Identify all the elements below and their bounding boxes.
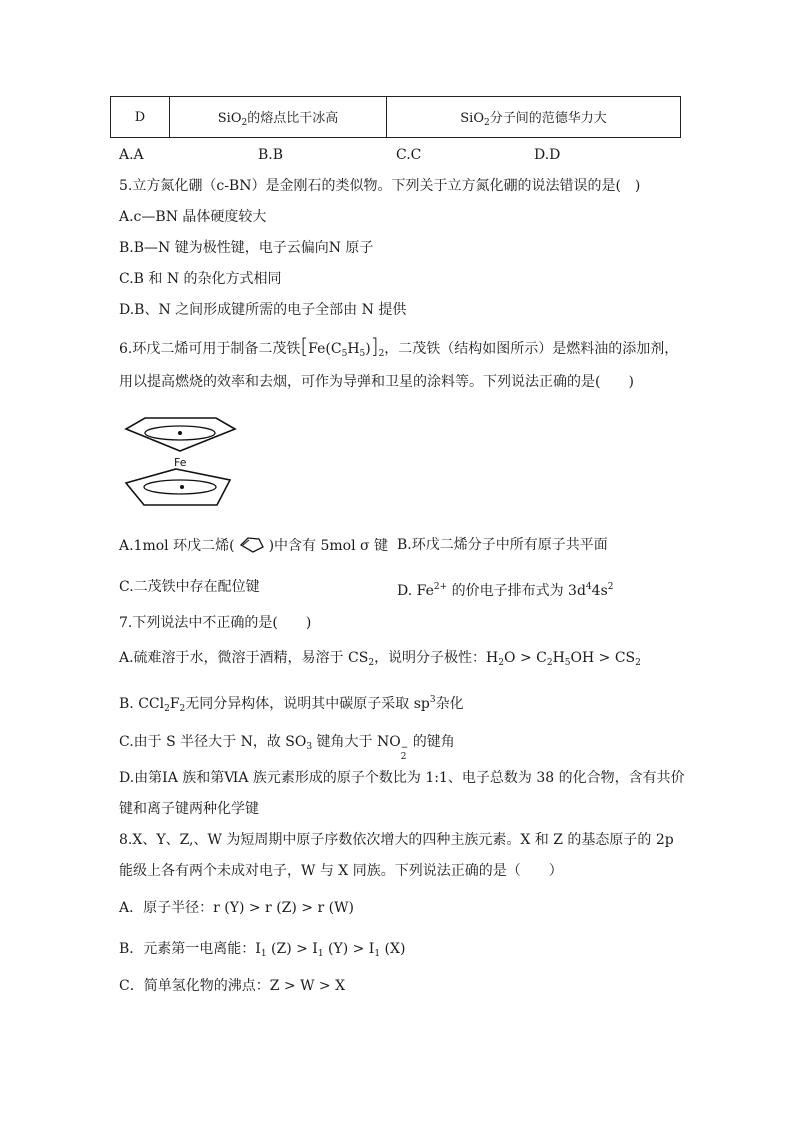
q7-choice-c[interactable]: C.由于 S 半径大于 N，故 $SO_3$ 键角大于 NO − 2 的键角 bbox=[119, 734, 455, 762]
q5-stem: 5.立方氮化硼（c-BN）是金刚石的类似物。下列关于立方氮化硼的说法错误的是( ) bbox=[119, 178, 641, 194]
q4-choice-b[interactable]: B.B bbox=[258, 147, 284, 163]
q8-choice-c[interactable]: C．简单氢化物的沸点：Z > W > X bbox=[119, 978, 346, 994]
option-table bbox=[110, 96, 681, 138]
q8-choice-b[interactable]: B．元素第一电离能：$I_1$ $(Z) > I_1$ $(Y) > I_1$ (X) bbox=[119, 941, 406, 959]
q6-choice-b[interactable]: B.环戊二烯分子中所有原子共平面 bbox=[397, 537, 608, 553]
q7-choice-b[interactable]: B. $CCl_2F_2$无同分异构体，说明其中碳原子采取 $sp^3$杂化 bbox=[119, 695, 464, 714]
statement-cell: SiO$_2$的熔点比干冰高 bbox=[170, 97, 387, 138]
q4-choice-a[interactable]: A.A bbox=[119, 147, 144, 163]
q7-stem: 7.下列说法中不正确的是( ) bbox=[119, 615, 312, 631]
q8-stem-line2: 能级上各有两个未成对电子，W 与 X 同族。下列说法正确的是（ ） bbox=[119, 863, 563, 879]
option-cell: D bbox=[111, 97, 170, 138]
q6-choice-d[interactable]: D. $Fe^{2+}$ 的价电子排布式为 $3d^44s^2$ bbox=[397, 582, 614, 599]
q5-choice-b[interactable]: B.B—N 键为极性键，电子云偏向N 原子 bbox=[119, 240, 374, 256]
fe-label: Fe bbox=[174, 456, 187, 469]
q6-stem-line1: 6.环戊二烯可用于制备二茂铁$[Fe(C_5H_5)]_2$，二茂铁（结构如图所示）是燃料油的添加剂， bbox=[119, 334, 679, 359]
q7-choice-d-line1[interactable]: D.由第ⅠA 族和第ⅥA 族元素形成的原子个数比为 1:1、电子总数为 38 的化合物，含有共价 bbox=[119, 770, 685, 786]
q6-stem-line2: 用以提高燃烧的效率和去烟，可作为导弹和卫星的涂料等。下列说法正确的是( ) bbox=[119, 374, 634, 390]
q6-choice-a[interactable]: A.1mol 环戊二烯( )中含有 5mol σ 键 bbox=[119, 535, 388, 556]
table-row bbox=[111, 97, 681, 138]
reason-cell: SiO$_2$分子间的范德华力大 bbox=[387, 97, 681, 138]
q5-choice-c[interactable]: C.B 和 N 的杂化方式相同 bbox=[119, 271, 282, 287]
q5-choice-a[interactable]: A.c—BN 晶体硬度较大 bbox=[119, 209, 267, 225]
q7-choice-a[interactable]: A.硫难溶于水，微溶于酒精，易溶于 $CS_2$，说明分子极性：$H_2O > C_2H_5OH > CS_2$ bbox=[119, 650, 641, 668]
lower-cyclopentadienyl-ring bbox=[126, 469, 230, 505]
q8-stem-line1: 8.X、Y、Z,、W 为短周期中原子序数依次增大的四种主族元素。X 和 Z 的基态原子的 2p bbox=[119, 832, 674, 848]
cyclopentadiene-icon bbox=[235, 535, 269, 555]
q8-choice-a[interactable]: A．原子半径：r (Y) > r (Z) > r (W) bbox=[119, 900, 354, 916]
q4-choice-c[interactable]: C.C bbox=[396, 147, 422, 163]
upper-cyclopentadienyl-ring bbox=[126, 418, 235, 451]
q7-choice-d-line2: 键和离子键两种化学键 bbox=[119, 801, 259, 817]
q6-choice-c[interactable]: C.二茂铁中存在配位键 bbox=[119, 579, 260, 595]
ferrocene-structure bbox=[120, 412, 244, 518]
q4-choice-d[interactable]: D.D bbox=[534, 147, 561, 163]
q5-choice-d[interactable]: D.B、N 之间形成键所需的电子全部由 N 提供 bbox=[119, 302, 407, 318]
